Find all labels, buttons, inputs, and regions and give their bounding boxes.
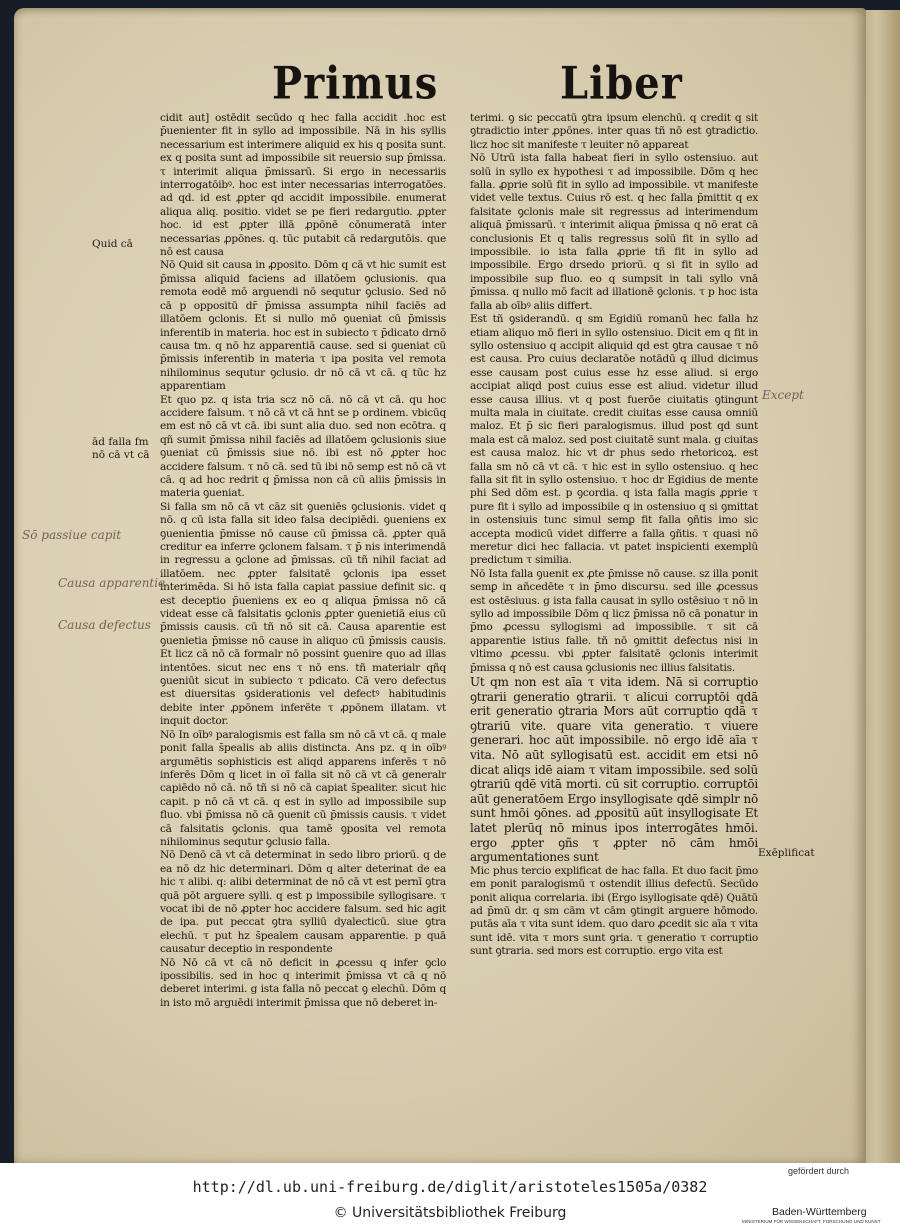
sponsor-label: gefördert durch — [788, 1166, 850, 1176]
text-paragraph: Nō Nō cā vt cā nō deficit in ꝓcessu q infer ꝯclo ipossibilis. sed in hoc q interimit p̄missa vt cā q nō deberet interimi. g ista falla nō peccat ꝯ elechū. Dōm q in isto mō arguēdi interimit p̄missa que nō deberet in- — [160, 956, 446, 1009]
text-paragraph: cidit aut] ostēdit secūdo q hec falla accidit .hoc est p̄uenienter fit in syllo ad impossibile. Nā in his syllis necessarium est interimere aliquid ex his q posita sunt. ex q posita sunt ad impossibile sit reuersio sup p̄missa. τ interimit aliqua p̄missarū. Si ergo in necessariis interrogatōibꝰ. hoc est inter necessarias interrogatōes. ad qd. id est ꝓpter qd accidit impossibile. enumerat aliqua aliq. positio. videt se pe fieri redargutio. ꝓpter hoc. id est ꝓpter illā ꝓpōnē cōnumeratā inter necessarias ꝓpōnes. q. tūc putabit cā redargutōis. que nō est causa — [160, 112, 446, 259]
left-text-column — [160, 112, 446, 1010]
handwritten-note: Causa apparentie — [58, 576, 166, 590]
text-paragraph: Nō In oībꝰ paralogismis est falla sm nō cā vt cā. q male ponit falla s̄pealis ab aliis distincta. Ans pz. q in oībꝰ argumētis sophisticis est aliqd apparens inferēs τ nō inferēs Dōm q licet in oī falla sit nō cā vt cā generalr capiēdo nō cā. nō tñ si nō cā capiat s̄pealiter. sicut hic capit. p nō cā vt cā. q est in syllo ad impossibile sup fluo. vbi p̄missa nō cā ꝯuenit cū p̄missis causis. τ videt cā falsitatis ꝯclonis. qua tamē ꝯposita vel remota nihilominus sequtur ꝯclusio falla. — [160, 728, 446, 848]
handwritten-note: Causa defectus — [58, 618, 151, 632]
handwritten-note: Except — [762, 388, 804, 402]
heading-primus: Primus — [272, 57, 439, 110]
permalink-url[interactable]: http://dl.ub.uni-freiburg.de/diglit/aristoteles1505a/0382 — [192, 1178, 708, 1196]
margin-gloss-quid-ca: Quid cā — [92, 238, 133, 250]
margin-gloss-exemplificat: Exēplificat — [758, 847, 815, 859]
sponsor-ministry: MINISTERIUM FÜR WISSENSCHAFT, FORSCHUNG UND KUNST — [742, 1219, 881, 1224]
next-page-edge — [860, 10, 900, 1163]
margin-gloss-ad-falla: ād falla fm nō cā vt cā — [92, 436, 150, 461]
text-paragraph: Ut qm non est aīa τ vita idem. Nā si corruptio ꝯtrarii generatio ꝯtrarii. τ alicui corruptōi qdā erit generatio ꝯtraria Mors aūt corruptio qdā τ ꝯtrariū vite. quare vita generatio. τ viuere generari. hoc aūt impossibile. nō ergo idē aīa τ vita. Nō aūt syllogisatū est. accidit em etsi nō dicat aliqs idē aiam τ vitam impossibile. sed solū ꝯtrariū qdē vitā morti. cū sit corruptio. corruptōi aūt generatōem Ergo insyllogisate qdē simplr nō sunt hmōi ꝯōnes. ad ꝓpositū aūt insyllogisate Et latet plerūq nō minus ipos interrogātes hmōi. ergo ꝓpter ꝯñs τ ꝓpter nō cām hmōi argumentationes sunt — [470, 675, 758, 865]
sponsor-name: Baden-Württemberg — [772, 1206, 867, 1218]
text-paragraph: Et quo pz. q ista tria scz nō cā. nō cā vt cā. qu hoc accidere falsum. τ nō cā vt cā hnt se p ordinem. vbicūq em est nō cā vt cā. ibi sunt alia duo. sed non ecōtra. q qñ sumit p̄missa nihil faciēs ad illatōem ꝯclusionis siue ꝯueniat cū p̄missis siue nō. ibi est nō ꝓpter hoc accidere falsum. τ nō cā. sed tū ibi nō semꝑ est nō cā vt cā. q ad hoc redrit q p̄missa non cā cū aliis p̄missis in materia ꝯueniat. — [160, 393, 446, 500]
text-paragraph: Est tñ ꝯsiderandū. q sm Egidiū romanū hec falla hz etiam aliquo mō fieri in syllo ostensiuo. Dicit em q fit in syllo ostensiuo q accipit aliquid qd est ꝯtra causae τ nō est causa. Pro cuius declaratōe notādū q illud dicimus esse causam post cuius esse hz esse aliud. si ergo accipiat aliqd post cuius esse est aliud. videtur illud esse causa illius. vt q post fuerōe ciuitatis ꝯtingunt multa mala in ciuitate. credit ciuitas esse causa omniū maloz. Et p̄ sic fieri paralogismus. illud post qd sunt mala est cā maloz. sed post ciuitatē sunt mala. g ciuitas est causa maloz. hic vt dr phus sedo rhetoricoꝝ. est falla sm nō cā vt cā. τ hic est in syllo ostensiuo. q hec falla sit fit in syllo ostensiuo. τ hoc dr Egidius de mente phi Sed dōm est. p ꝯcordia. q ista falla magis ꝓprie τ pure fit i syllo ad impossibile q in ostensiuo q si ꝯmittat in ostensiuis tunc simul semꝑ fit falla ꝯñtis imo sic accepta modicū videt differre a falla ꝯñtis. τ quasi nō meretur dici hec fallacia. vt patet inspicienti exemplū predictum τ similia. — [470, 313, 758, 567]
text-paragraph: Si falla sm nō cā vt cāz sit ꝯueniēs ꝯclusionis. videt q nō. q cū ista falla sit ideo falsa decipiēdi. ꝯueniens ex ꝯuenientia p̄misse nō cause cū p̄missa cā. ꝓpter quā creditur ea inferre ꝯclonem falsam. τ p̄ nis interimendā in regressu a ꝯclone ad p̄missas. cū tñ nihil faciat ad illatōem. nec ꝓpter falsitatē ꝯclonis ipa esset interimēda. Si hō ista falla capiat passiue definit sic. q est deceptio p̄ueniens ex eo q aliqua p̄missa nō cā videat esse cā falsitatis ꝯclonis ꝓpter ꝯuenietiā eius cū p̄missis causis. cū tñ nō sit cā. Causa aparentie est ꝯuenietia p̄misse nō cause in aliquo cū p̄missis causis. Et licz cā nō cā formalr nō possint ꝯuenire quo ad illas intentōes. sicut nec ens τ nō ens. tñ materialr qñq ꝯueniūt sicut in subiecto τ pdicato. Cā vero defectus est diuersitas ꝯsiderationis vel defectꝰ habitudinis debite inter ꝓpōnem inferēte τ ꝓpōnem illatam. vt inquit doctor. — [160, 500, 446, 728]
handwritten-note: Sō passiue capit — [22, 528, 122, 542]
text-paragraph: Nō Quid sit causa in ꝓposito. Dōm q cā vt hic sumit est p̄missa aliquid faciens ad illatōem ꝯclusionis. qua remota eodē mō arguendi nō sequtur ꝯclusio. Sed nō cā p oppositū dr̄ p̄missa assumpta nihil faciēs ad illatōem ꝯclonis. Et si nullo mō ꝯueniat cū p̄missis inferentib in materia. hoc est in subiecto τ p̄dicato drnō causa tm. q nō hz apparentiā cause. sed si ꝯueniat cū p̄missis inferentib in materia τ ipa posita vel remota nihilominus sequtur ꝯclusio. dr nō cā vt cā. q tūc hz apparentiam — [160, 259, 446, 393]
right-text-column — [470, 112, 758, 959]
copyright-notice: © Universitätsbibliothek Freiburg — [333, 1205, 567, 1221]
text-paragraph: Nō Ista falla ꝯuenit ex ꝓte p̄misse nō cause. sz illa ponit semꝑ in añcedēte τ in p̄mo discursu. sed ille ꝓcessus est ostēsiuus. g ista falla causat in syllo ostēsiuo τ nō in syllo ad impossibile Dōm q licz p̄missa nō cā ponatur in p̄mo ꝓcessu syllogismi ad impossibile. τ sit cā apparentie istius falle. tñ nō ꝯmittit defectus nisi in vltimo ꝓcessu. vbi ꝓpter falsitatē ꝯclonis interimit p̄missa q nō est causa ꝯclusionis nec illius falsitatis. — [470, 567, 758, 674]
heading-liber: Liber — [560, 57, 683, 110]
text-paragraph: Nō Denō cā vt cā determinat in sedo libro priorū. q de ea nō dz hic determinari. Dōm q alter deterinat de ea hic τ alibi. q: alibi determinat de nō cā vt est pernī ꝯtra quā pōt arguere sylli. q est p impossibile syllogisare. τ vocat ibi de nō ꝓpter hoc accidere falsum. sed hic agit de ipa. put peccat ꝯtra sylliū dyalecticū. siue ꝯtra elechū. τ put hz s̄pealem causam apparentie. p quā causatur deceptio in respondente — [160, 849, 446, 956]
text-paragraph: terimi. ꝯ sic peccatū ꝯtra ipsum elenchū. q credit q sit ꝯtradictio inter ꝓpōnes. inter quas tñ nō est ꝯtradictio. licz hoc sit manifeste τ leuiter nō appareat — [470, 112, 758, 151]
text-paragraph: Nō Utrū ista falla habeat fieri in syllo ostensiuo. aut solū in syllo ex hypothesi τ ad impossibile. Dōm q hec falla. ꝓprie solū fit in syllo ad impossibile. vt manifeste videt velle textus. Cuius rō est. q hec falla p̄mittit q ex falsitate ꝯclonis male sit regressus ad interimendum aliquā p̄missarū. τ interimit aliqua p̄missa q nō erat cā conclusionis Et q talis regressus solū fit in syllo ad impossibile. io ista falla ꝓprie tñ fit in syllo ad impossibile. Ergo drsedo priorū. q si fit in syllo ad impossibile sup fluo. eo q sumpsit in tali syllo vnā p̄missa. q nullo mō facit ad illationē ꝯclonis. τ p hoc ista falla ab oībꝰ aliis differt. — [470, 152, 758, 312]
text-paragraph: Mic phus tercio explificat de hac falla. Et duo facit p̄mo em ponit paralogismū τ ostendit illius defectū. Secūdo ponit aliqua correlaria. ibi (Ergo isyllogisate qdē) Quātū ad p̄mū dr. q sm cām vt cām ꝯtingit arguere hōmodo. putās aīa τ vita sunt idem. quo daro ꝓcedit sic aīa τ vita sunt idē. vita τ mors sunt ꝯria. τ generatio τ corruptio sunt ꝯtraria. sed mors est corruptio. ergo vita est — [470, 864, 758, 958]
